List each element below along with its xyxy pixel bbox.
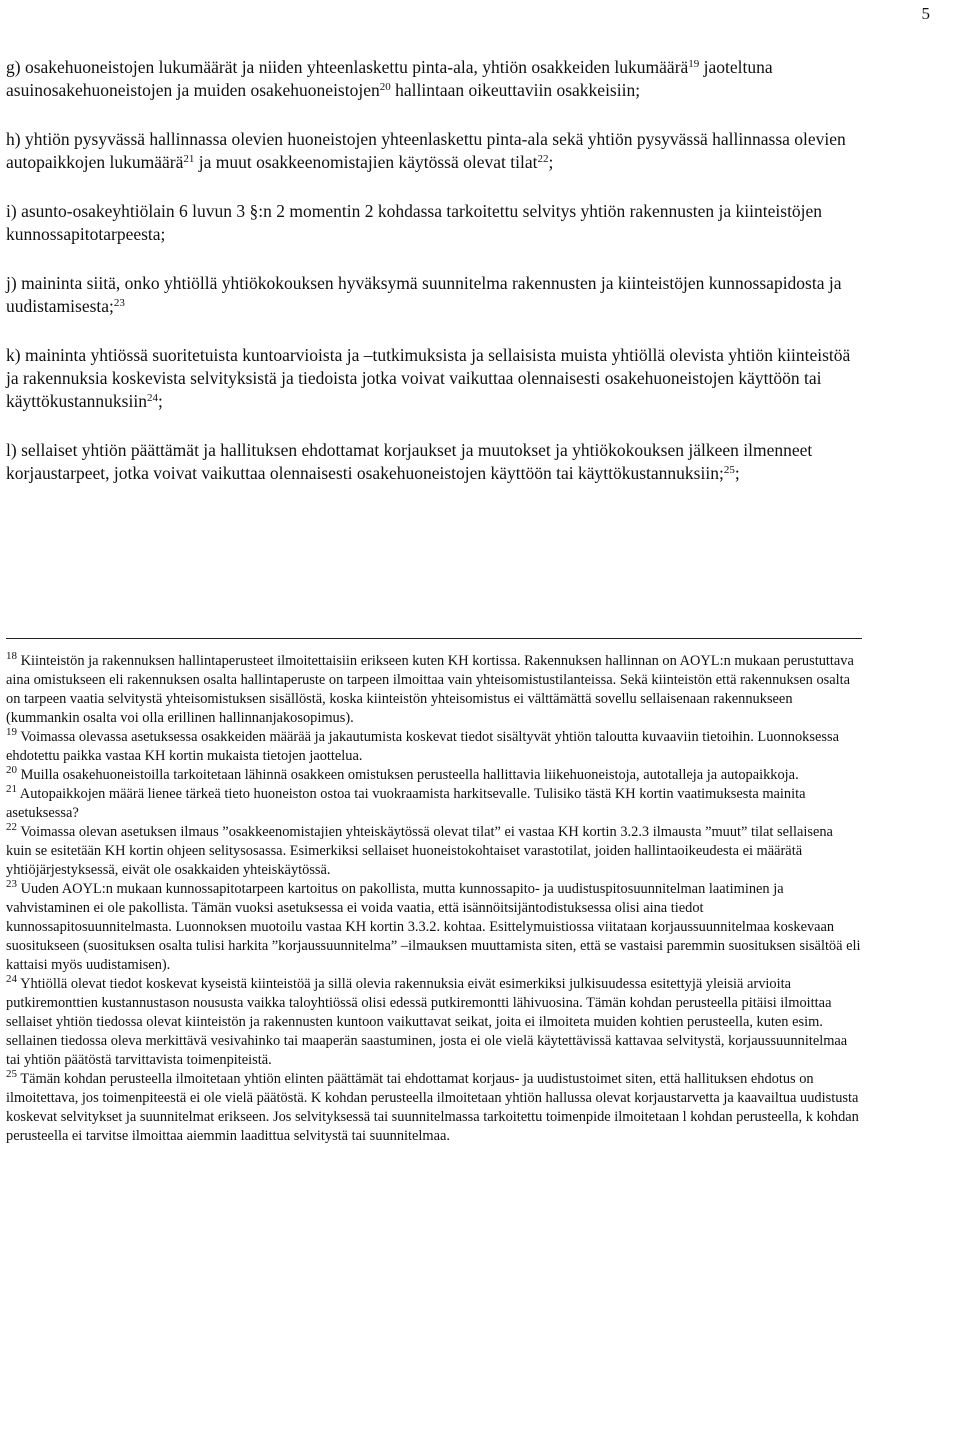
footnote-number: 20 bbox=[6, 764, 17, 776]
item-g-text-3: hallintaan oikeuttaviin osakkeisiin; bbox=[390, 80, 641, 100]
footnote-number: 21 bbox=[6, 783, 17, 795]
main-text bbox=[6, 56, 866, 511]
item-l-text-2: ; bbox=[734, 463, 740, 483]
footnote-24 bbox=[6, 975, 862, 1070]
item-j-text: j) maininta siitä, onko yhtiöllä yhtiökokouksen hyväksymä suunnitelma rakennusten ja kiinteistöjen kunnossapidosta ja uudistamisesta; bbox=[6, 273, 842, 316]
footnote-23 bbox=[6, 880, 862, 975]
footnote-text: Autopaikkojen määrä lienee tärkeä tieto huoneiston ostoa tai vuokraamista harkitsevalle. Tulisiko tästä KH kortin vaatimuksesta mainita asetuksessa? bbox=[6, 786, 806, 821]
footnote-separator bbox=[6, 638, 862, 639]
item-l bbox=[6, 439, 866, 485]
footnote-22 bbox=[6, 823, 862, 880]
footnote-number: 18 bbox=[6, 650, 17, 662]
footnote-ref-19: 19 bbox=[688, 58, 700, 70]
footnote-25 bbox=[6, 1070, 862, 1146]
item-k bbox=[6, 344, 866, 413]
footnote-text: Yhtiöllä olevat tiedot koskevat kyseistä kiinteistöä ja sillä olevia rakennuksia eivät esimerkiksi julkisuudessa esitettyjä yleisiä arvioita putkiremonttien kustannustason noususta vaikka taloyhtiössä olisi edessä putkiremontti lähivuosina. Tämän kohdan perusteella pitäisi ilmoittaa sellaiset yhtiön tiedossa olevat kiinteistön ja rakennusten kuntoon vaikuttavat seikat, joita ei ilmoiteta muiden kohtien perusteella, kuten esim. sellainen tiedossa oleva merkittävä vesivahinko tai maaperän saastuminen, josta ei ole vielä käytettävissä kattavaa selvitystä, korjaussuunnitelmaa tai yhtiön päätöstä tarvittavista toimenpiteistä. bbox=[6, 976, 848, 1068]
item-g-text: g) osakehuoneistojen lukumäärät ja niiden yhteenlaskettu pinta-ala, yhtiön osakkeiden lukumäärä bbox=[6, 57, 689, 77]
footnotes bbox=[6, 652, 862, 1146]
footnote-number: 24 bbox=[6, 973, 17, 985]
footnote-text: Muilla osakehuoneistoilla tarkoitetaan lähinnä osakkeen omistuksen perusteella hallittavia liikehuoneistoja, autotalleja ja autopaikkoja. bbox=[17, 767, 799, 783]
footnote-number: 19 bbox=[6, 726, 17, 738]
footnote-19 bbox=[6, 728, 862, 766]
footnote-text: Voimassa olevan asetuksen ilmaus ”osakkeenomistajien yhteiskäytössä olevat tilat” ei vastaa KH kortin 3.2.3 ilmausta ”muut” tilat sellaisena kuin se esitetään KH kortin ohjeen selitysosassa. Esimerkiksi sellaiset huoneistokohtaiset varastotilat, joiden hallintaoikeudesta ei määrätä yhtiöjärjestyksessä, eivät ole osakkaiden yhteiskäytössä. bbox=[6, 824, 833, 878]
item-i-text: i) asunto-osakeyhtiölain 6 luvun 3 §:n 2 momentin 2 kohdassa tarkoitettu selvitys yhtiön rakennusten ja kiinteistöjen kunnossapitotarpeesta; bbox=[6, 201, 823, 244]
item-g bbox=[6, 56, 866, 102]
footnote-text: Tämän kohdan perusteella ilmoitetaan yhtiön elinten päättämät tai ehdottamat korjaus- ja uudistustoimet siten, että hallituksen ehdotus on ilmoitettava, jos toimenpiteestä ei ole vielä päätöstä. K kohdan perusteella ilmoitetaan yhtiön hallussa olevat korjaustarvetta ja kaavailtua uudistusta koskevat selvitykset ja suunnitelmat erikseen. Jos selvityksessä tai suunnitelmassa tarkoitettu toimenpide ilmoitetaan l kohdan perusteella, k kohdan perusteella ei tarvitse ilmoittaa aiemmin laadittua selvitystä tai suunnitelmaa. bbox=[6, 1071, 859, 1144]
item-h-text: h) yhtiön pysyvässä hallinnassa olevien huoneistojen yhteenlaskettu pinta-ala sekä yhtiön pysyvässä hallinnassa olevien autopaikkojen lukumäärä bbox=[6, 129, 846, 172]
item-h-text-2: ja muut osakkeenomistajien käytössä olevat tilat bbox=[194, 152, 538, 172]
footnote-ref-23: 23 bbox=[113, 297, 125, 309]
item-g-text-2: jaoteltuna asuinosakehuoneistojen ja muiden osakehuoneistojen bbox=[6, 57, 773, 100]
footnote-ref-25: 25 bbox=[723, 464, 735, 476]
item-h bbox=[6, 128, 866, 174]
footnote-21 bbox=[6, 785, 862, 823]
footnote-number: 25 bbox=[6, 1068, 17, 1080]
item-k-text: k) maininta yhtiössä suoritetuista kuntoarvioista ja –tutkimuksista ja sellaisista muista yhtiöllä olevista yhtiön kiinteistöä ja rakennuksia koskevista selvityksistä ja tiedoista jotka voivat vaikuttaa olennaisesti osakehuoneistojen käyttöön tai käyttökustannuksiin bbox=[6, 345, 851, 411]
footnote-text: Uuden AOYL:n mukaan kunnossapitotarpeen kartoitus on pakollista, mutta kunnossapito- ja uudistuspitosuunnitelman laatiminen ja vahvistaminen ei ole pakollista. Tämän vuoksi asetuksessa ei voida vaatia, että isännöitsijäntodistuksessa olisi aina tiedot kunnossapitosuunnitelmasta. Luonnoksen muotoilu vastaa KH kortin 3.3.2. kohtaa. Esittelymuistiossa viitataan korjaussuunnitelmaa koskevaan suositukseen (suosituksen osalta tulisi harkita ”korjaussuunnitelma” –ilmauksen muuttamista siten, että se vastaisi paremmin suosituksen sisältöä eli kattaisi myös uudistamisen). bbox=[6, 881, 861, 973]
footnote-text: Kiinteistön ja rakennuksen hallintaperusteet ilmoitettaisiin erikseen kuten KH kortissa. Rakennuksen hallinnan on AOYL:n mukaan perustuttava aina omistukseen eli rakennuksen osalta hallintaperuste on tarpeen ilmoittaa vain yhteisomistustilanteissa. Sekä kiinteistön että rakennuksen osalta on tarpeen vaatia selvitystä yhteisomistuksen sisällöstä, koska kiinteistön yhteisomistus ei välttämättä sovellu sellaisenaan rakennukseen (kummankin osalta voi olla erillinen hallinnanjakosopimus). bbox=[6, 653, 854, 726]
item-h-text-3: ; bbox=[548, 152, 554, 172]
footnote-ref-22: 22 bbox=[537, 153, 549, 165]
page-number: 5 bbox=[921, 4, 930, 23]
footnote-ref-20: 20 bbox=[379, 81, 391, 93]
item-j bbox=[6, 272, 866, 318]
footnote-18 bbox=[6, 652, 862, 728]
footnote-20 bbox=[6, 766, 862, 785]
item-k-text-2: ; bbox=[157, 391, 163, 411]
footnote-ref-21: 21 bbox=[183, 153, 195, 165]
footnote-ref-24: 24 bbox=[146, 392, 158, 404]
item-i bbox=[6, 200, 866, 246]
footnote-number: 23 bbox=[6, 878, 17, 890]
footnote-text: Voimassa olevassa asetuksessa osakkeiden määrää ja jakautumista koskevat tiedot sisältyvät yhtiön taloutta kuvaaviin tietoihin. Luonnoksessa ehdotettu paikka vastaa KH kortin mukaista tietojen jaottelua. bbox=[6, 729, 839, 764]
item-l-text: l) sellaiset yhtiön päättämät ja hallituksen ehdottamat korjaukset ja muutokset ja yhtiökokouksen jälkeen ilmenneet korjaustarpeet, jotka voivat vaikuttaa olennaisesti osakehuoneistojen käyttöön tai käyttökustannuksiin; bbox=[6, 440, 813, 483]
footnote-number: 22 bbox=[6, 821, 17, 833]
